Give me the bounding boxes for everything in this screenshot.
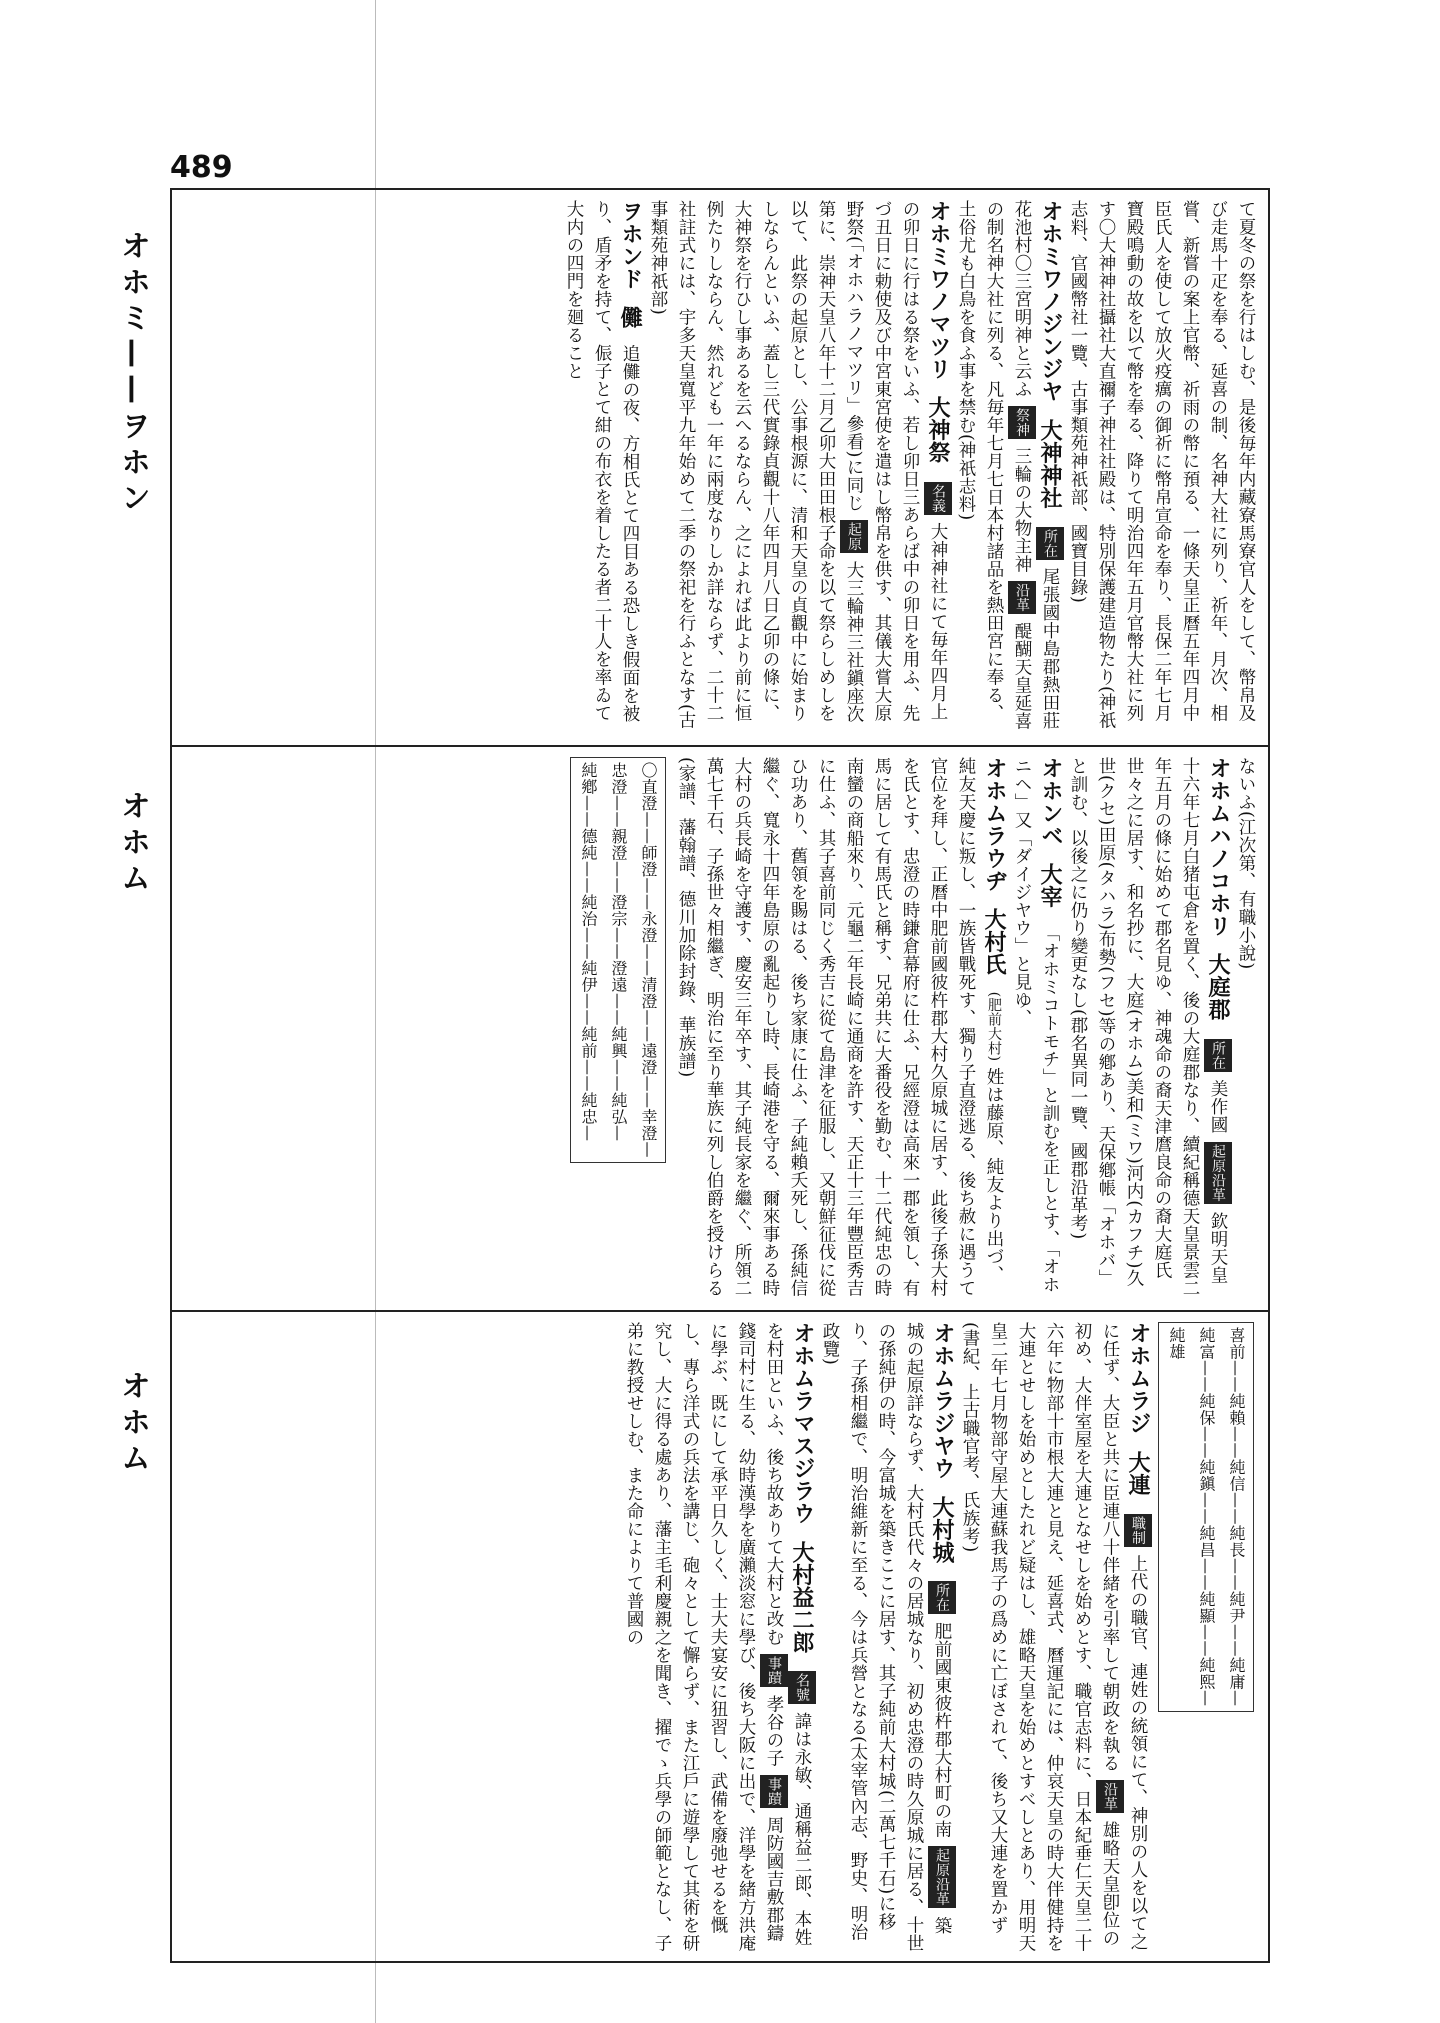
entry-oomiwa-matsuri	[644, 200, 952, 735]
entry-text: 孝谷の子	[764, 1695, 784, 1768]
entry-tag: 名義	[924, 482, 952, 515]
genealogy-line-1: 〇直澄——師澄——永澄——清澄——遠澄——幸澄—	[639, 762, 658, 1158]
page-number: 489	[170, 150, 233, 185]
entry-kanji: 大村益二郎	[789, 1540, 815, 1654]
genealogy-line-6: 純雄	[1167, 1327, 1186, 1360]
entry-tag: 起原沿革	[928, 1846, 956, 1908]
genealogy-line-5: 純富——純保——純鎭——純昌——純顯——純熙—	[1197, 1327, 1216, 1707]
entry-tag: 職制	[1124, 1514, 1152, 1547]
entry-headword: オホミワノジンジヤ	[1038, 200, 1063, 403]
entry-tag: 所在	[1204, 1039, 1232, 1072]
continued-paragraph: ないふ(江次第、有職小說)	[1236, 757, 1256, 970]
entry-kanji: 儺	[617, 306, 643, 329]
entry-oomura-jou	[816, 1322, 956, 1952]
entry-tag: 事蹟	[760, 1654, 788, 1687]
band-divider-1	[170, 745, 1270, 747]
entry-text: 雄略天皇卽位の初め、大伴室屋を大連となせしを始めとす、職官志料に、日本紀垂仁天皇二十六年に物部十市根大連と見え、延喜式、曆運記には、仲哀天皇の時大伴健持を大連とせしを始めとしたれど疑はし、雄略天皇を始めとすべしとあり、用明天皇二年七月物部守屋大連蘇我馬子の爲めに亡ぼされて、後ち又大連を置かず(書紀、上古職官考、氏族考)	[960, 1322, 1120, 1952]
entry-headword: オホミワノマツリ	[926, 200, 951, 380]
entry-oomura-uji	[672, 757, 1008, 1300]
entry-kanji: 大連	[1125, 1450, 1151, 1496]
entry-headword: オホムラマスジラウ	[790, 1322, 815, 1525]
entry-kanji: 大庭郡	[1205, 953, 1231, 1021]
entry-headword: オホムラジ	[1126, 1322, 1151, 1435]
entry-oomuha-no-kori	[1064, 757, 1232, 1300]
entry-kanji: 大村城	[929, 1495, 955, 1564]
entry-text: 美作國	[1208, 1079, 1228, 1134]
entry-note: (肥前大村)	[986, 991, 1002, 1062]
entry-text: 「オホミコトモチ」と訓むを正しとす、「オホニヘ」又「ダイジヤウ」と見ゆ、	[1012, 757, 1060, 1294]
entry-tag: 祭神	[1008, 406, 1036, 439]
entry-text: 諱は永敏、通稱益二郎、本姓を村田といふ、後ち故ありて大村と改む	[764, 1322, 812, 1947]
entry-headword: オホムラウヂ	[982, 757, 1007, 892]
entry-text: 追儺の夜、方相氏とて四目ある恐しき假面を被り、盾矛を持て、侲子とて紺の布衣を着したる者二十人を率ゐて大内の四門を廻ること	[564, 200, 640, 723]
entry-tag: 起原	[840, 520, 868, 553]
genealogy-line-3: 純鄕——德純——純治——純伊——純前——純忠—	[579, 762, 598, 1142]
entry-tag: 所在	[1036, 527, 1064, 560]
continued-paragraph: て夏冬の祭を行はしむ、是後毎年内藏寮馬寮官人をして、幣帛及び走馬十疋を奉る、延喜の制、名神大社に列り、祈年、月次、相嘗、新嘗の案上官幣、祈雨の幣に預る、一條天皇正曆五年四月中臣氏人を使して放火疫癘の御祈に幣帛宣命を奉り、長保二年七月寶殿鳴動の故を以て幣を奉る、降りて明治四年五月官幣大社に列す〇大神神社攝社大直禰子神社社殿は、特別保護建造物たり(神祇志料、官國幣社一覽、古事類苑神祇部、國寶目錄)	[1068, 200, 1256, 730]
entry-tag: 起原沿革	[1204, 1142, 1232, 1204]
entry-text: 大三輪神三社鎭座次第に、崇神天皇八年十二月乙卯大田田根子命を以て祭らしめしを以て、此祭の起原とし、公事根源に、清和天皇の貞觀中に始まりしならんといふ、蓋し三代實錄貞觀十八年四月八日乙卯の條に、大神祭を行ひし事あるを云へるならん、之によれば此より前に恒例たりしならん、然れども一年に兩度なりしか詳ならず、二十二社註式には、宇多天皇寬平九年始めて二季の祭祀を行ふとなす(古事類苑神祇部)	[648, 200, 864, 730]
genealogy-tree-continued	[1158, 1322, 1254, 1712]
side-label-middle: オホム	[115, 790, 150, 898]
entry-text: 築城の起原詳ならず、大村氏代々の居城なり、初め忠澄の時久原城に居る、十世の孫純伊の時、今富城を築きここに居す、其子純前大村城(二萬七千石)に移り、子孫相繼で、明治維新に至る、今は兵營となる(太宰管內志、野史、明治政覽)	[820, 1322, 952, 1952]
genealogy-line-4: 喜前——純賴——純信——純長——純尹——純庸—	[1227, 1327, 1246, 1707]
entry-text: 周防國吉敷郡鑄錢司村に生る、幼時漢學を廣瀨淡窓に學び、後ち大阪に出で、洋學を緒方洪庵に學ぶ、既にして承平日久しく、士大夫宴安に狃習し、武備を廢弛せるを慨し、專ら洋式の兵法を講じ、砲々として懈らず、また江戶に遊學して其術を研究し、大に得る處あり、藩主毛利慶親之を聞き、擢でゝ兵學の師範となし、子弟に教授せしむ、また命によりて普國の	[624, 1322, 784, 1952]
band-2	[185, 757, 1260, 1300]
band-1	[185, 200, 1260, 735]
entry-ohondo	[560, 200, 644, 735]
genealogy-tree	[570, 757, 666, 1163]
entry-tag: 事蹟	[760, 1775, 788, 1808]
entry-headword: オホムハノコホリ	[1206, 757, 1231, 937]
entry-tag: 名號	[788, 1671, 816, 1704]
entry-text: 尾張國中島郡熱田莊花池村〇三宮明神と云ふ	[1012, 200, 1060, 730]
entry-kanji: 大宰	[1037, 863, 1063, 909]
entry-kanji: 大神神社	[1037, 418, 1063, 509]
entry-oomiwa-jinja	[952, 200, 1064, 735]
entry-headword: オホムラジヤウ	[930, 1322, 955, 1480]
entry-tag: 沿革	[1008, 581, 1036, 614]
entry-kanji: 大神祭	[925, 396, 951, 464]
entry-tag: 沿革	[1096, 1780, 1124, 1813]
entry-text: 上代の職官、連姓の統領にて、神別の人を以て之に任ず、大臣と共に臣連八十伴緒を引率して朝政を執る	[1100, 1322, 1148, 1951]
entry-text: 大神神社にて毎年四月上の卯日に行はる祭をいふ、若し卯日三あらば中の卯日を用ふ、先づ丑日に勅使及び中宮東宮使を遣はし幣帛を供す、其儀大嘗大原野祭(「オホハラノマツリ」參看)に同じ	[844, 200, 948, 722]
entry-headword: ヲホンド	[618, 200, 643, 290]
band-3	[185, 1322, 1260, 1952]
entry-text: 欽明天皇十六年七月白猪屯倉を置く、後の大庭郡なり、續紀稱德天皇景雲二年五月の條に始めて郡名見ゆ、神魂命の裔天津麿良命の裔大庭氏世々之に居す、和名抄に、大庭(オホム)美和(ミワ)河内(カフチ)久世(クセ)田原(タハラ)布勢(フセ)等の鄕あり、天保鄕帳「オホバ」と訓む、以後之に仍り變更なし(郡名異同一覽、國郡沿革考)	[1068, 757, 1228, 1297]
entry-text: 醍醐天皇延喜の制名神大社に列る、凡毎年七月七日本村諸品を熱田宮に奉る、土俗尤も白鳥を食ふ事を禁む(神祇志料)	[956, 200, 1032, 731]
entry-text: 肥前國東彼杵郡大村町の南	[932, 1622, 952, 1839]
entry-text: 姓は藤原、純友より出づ、純友天慶に叛し、一族皆戰死す、獨り子直澄逃る、後ち赦に遇うて官位を拜し、正曆中肥前國彼杵郡大村久原城に居す、此後子孫大村を氏とす、忠澄の時鎌倉幕府に仕ふ、兄經澄は高來一郡を領し、有馬に居して有馬氏と稱す、兄弟共に大番役を勤む、十二代純忠の時南蠻の商船來り、元龜二年長崎に通商を許す、天正十三年豐臣秀吉に仕ふ、其子喜前同じく秀吉に從て島津を征服し、又朝鮮征伐に從ひ功あり、舊領を賜はる、後ち家康に仕ふ、子純賴夭死し、孫純信繼ぐ、寬永十四年島原の亂起りし時、長崎港を守る、爾來事ある時大村の兵長崎を守護す、慶安三年卒す、其子純長家を繼ぐ、所領二萬七千石、子孫世々相繼ぎ、明治に至り華族に列し伯爵を授けらる(家譜、藩翰譜、德川加除封錄、華族譜)	[676, 757, 1004, 1297]
entry-headword: オホンベ	[1038, 757, 1063, 847]
entry-tag: 所在	[928, 1581, 956, 1614]
band-divider-2	[170, 1310, 1270, 1312]
genealogy-line-2: 忠澄——親澄——澄宗——澄遠——純興——純弘—	[609, 762, 628, 1142]
entry-oomura-masujirou	[620, 1322, 816, 1952]
entry-text: 三輪の大物主神	[1012, 447, 1032, 574]
entry-kanji: 大村氏	[981, 908, 1007, 976]
side-label-top: オホミ——ヲホン	[115, 230, 150, 518]
entry-oomuraji	[956, 1322, 1152, 1952]
side-label-bottom: オホム	[115, 1370, 150, 1478]
entry-oonbe	[1008, 757, 1064, 1300]
